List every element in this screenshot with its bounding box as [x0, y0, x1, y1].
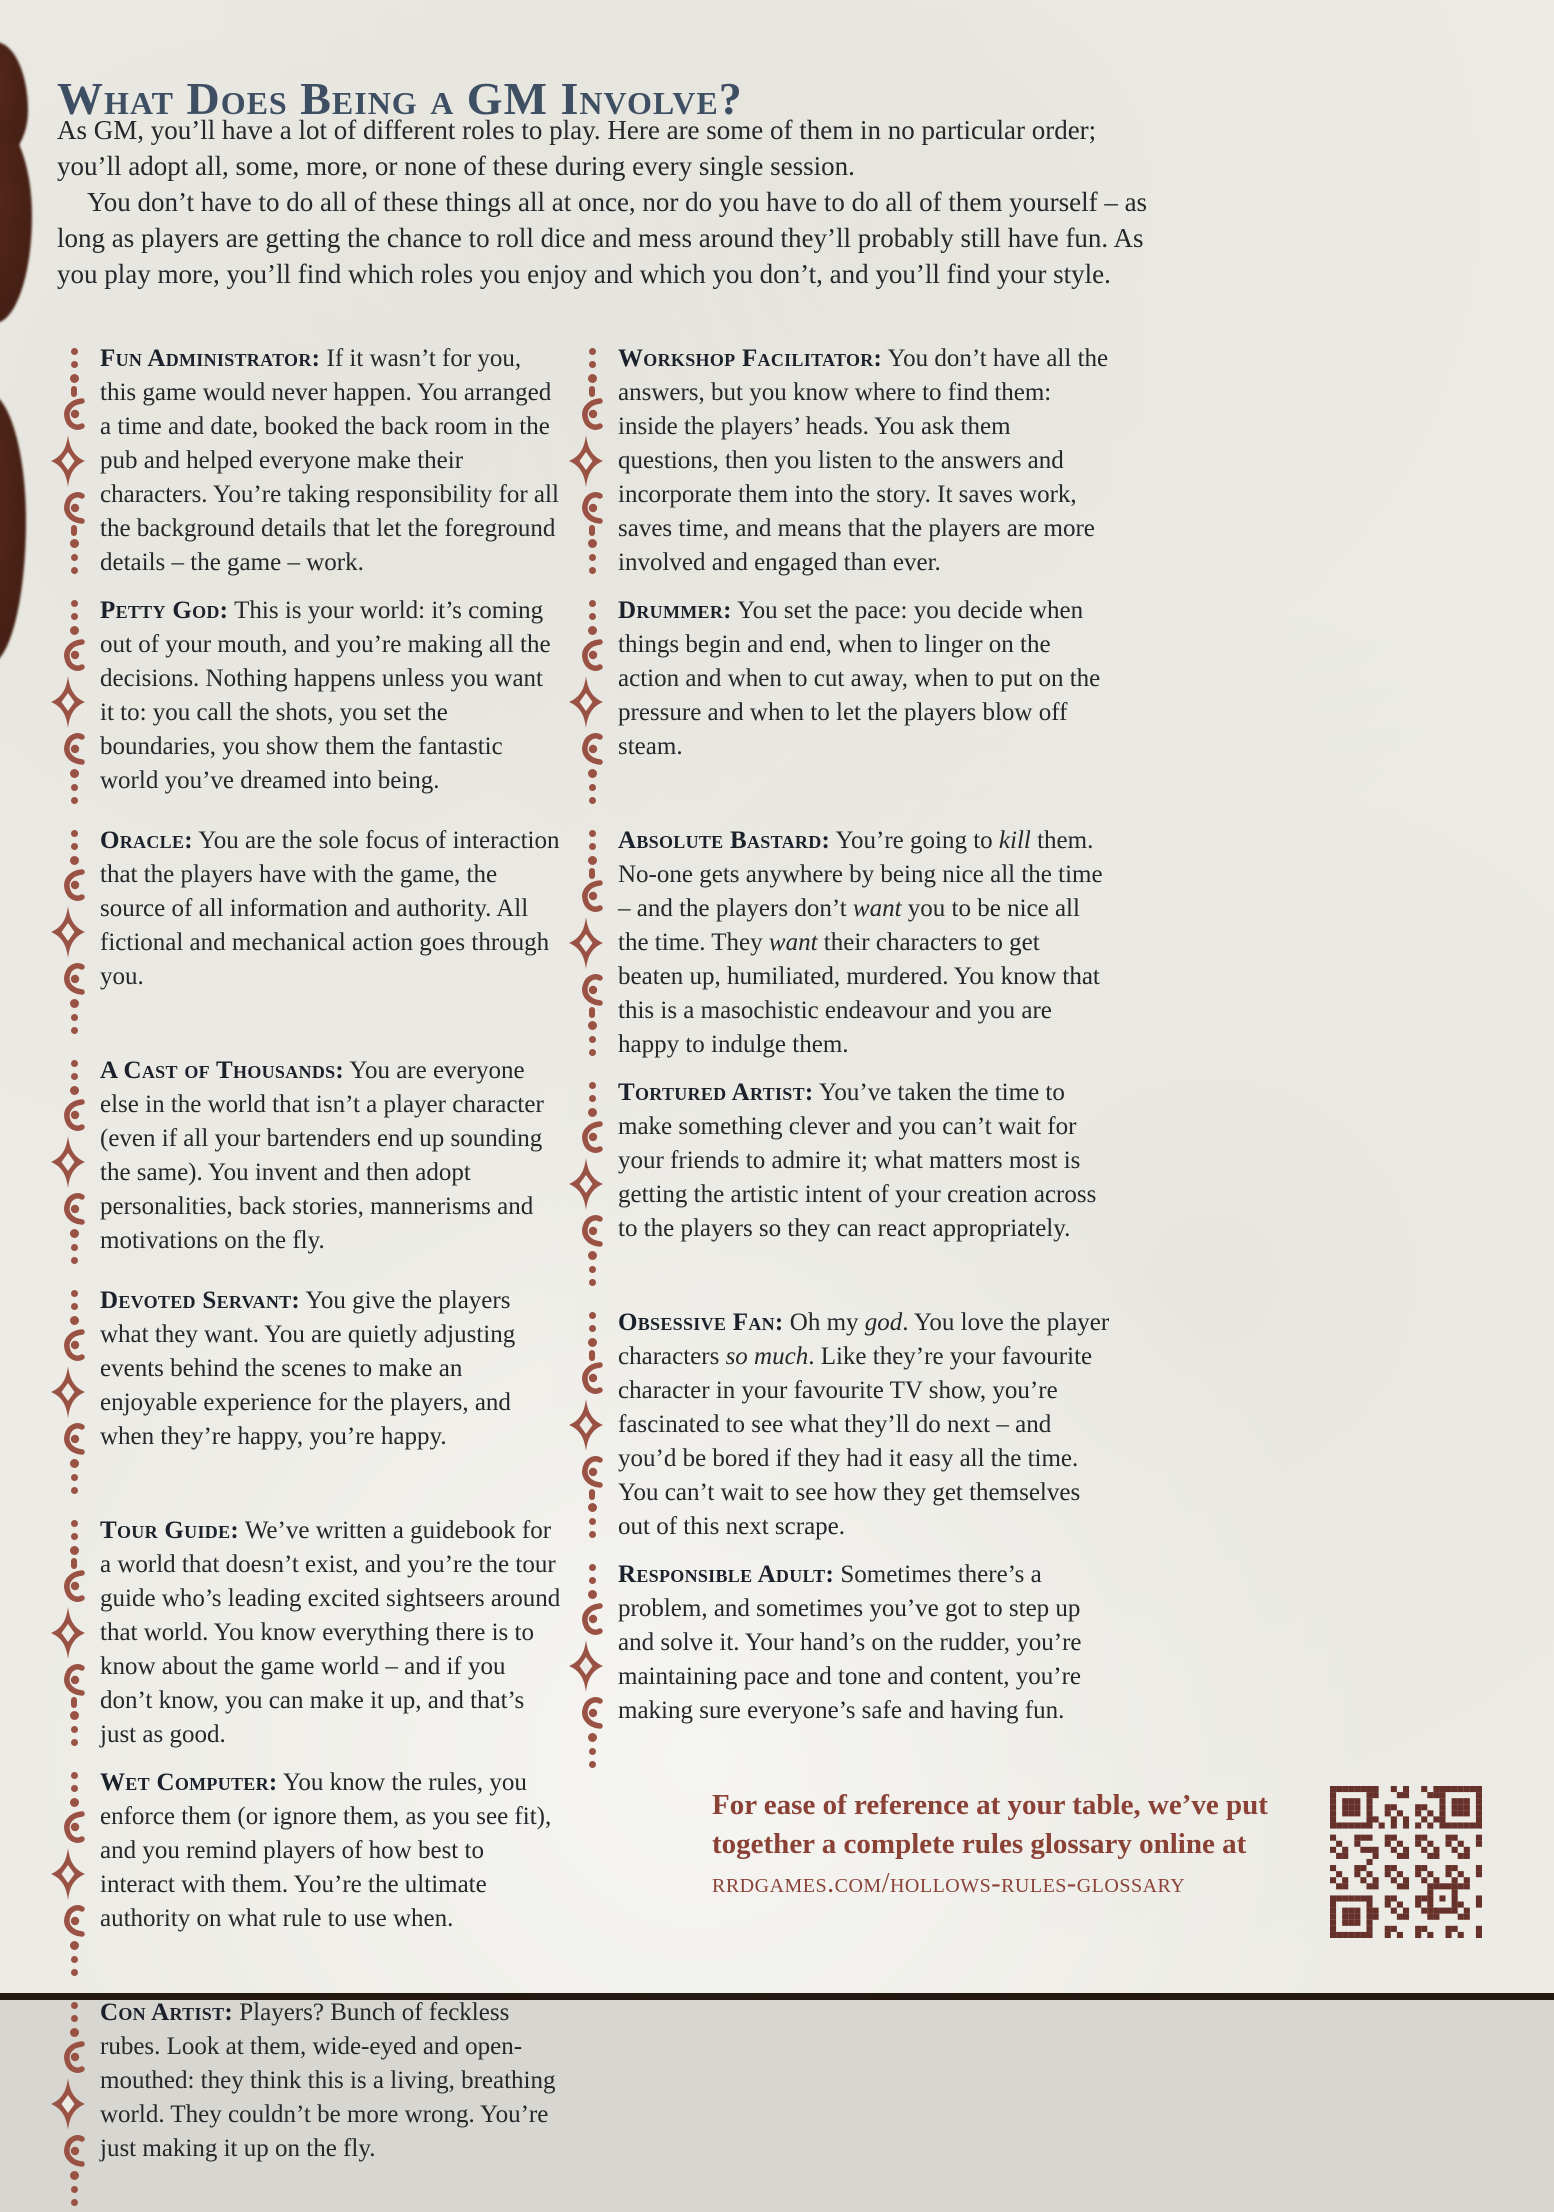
role-text	[100, 1996, 562, 2212]
role-text	[100, 342, 562, 580]
role-text	[618, 594, 1110, 810]
role-text	[618, 824, 1110, 1062]
role-heading: Wet Computer:	[100, 1769, 278, 1796]
role-heading: Petty God:	[100, 597, 229, 624]
role-text	[618, 1306, 1110, 1544]
role-text	[618, 1076, 1110, 1292]
role-body: This is your world: it’s coming out of your mouth, and you’re making all the decisions. Nothing happens unless you want it to: you call the shots, you set the boundaries, you show them the fantastic world you’ve dreamed into being.	[100, 597, 551, 794]
role-text	[100, 1766, 562, 1982]
section-ornament	[575, 342, 609, 580]
flourish-icon	[51, 868, 91, 996]
flourish-icon	[569, 638, 609, 766]
section-ornament	[57, 1054, 91, 1270]
page-edge-stain	[0, 118, 32, 323]
flourish-icon	[51, 397, 91, 525]
role-text	[100, 824, 562, 1040]
flourish-icon	[51, 638, 91, 766]
section-ornament	[57, 1766, 91, 1982]
role-heading: Tortured Artist:	[618, 1079, 814, 1106]
role-heading: Con Artist:	[100, 1999, 233, 2026]
flourish-icon	[569, 1361, 609, 1489]
page-title: What Does Being a GM Involve?	[57, 72, 743, 124]
role-body: We’ve written a guidebook for a world that doesn’t exist, and you’re the tour guide who’s leading excited sightseers around that world. You know everything there is to know about the game world – and if you don’t know, you can make it up, and that’s just as good.	[100, 1517, 561, 1748]
flourish-icon	[51, 2040, 91, 2168]
footer-url: rrdgames.com/hollows-rules-glossary	[712, 1868, 1186, 1899]
role-entry	[57, 342, 562, 580]
role-entry	[575, 342, 1110, 580]
role-body: You’ve taken the time to make something clever and you can’t wait for your friends to admire it; what matters most is getting the artistic intent of your creation across to the players so they can react appropriately.	[618, 1079, 1097, 1242]
flourish-icon	[51, 1328, 91, 1456]
page-edge-stain	[0, 392, 26, 664]
role-heading: Drummer:	[618, 597, 732, 624]
role-text	[618, 342, 1110, 580]
role-heading: Absolute Bastard:	[618, 827, 831, 854]
flourish-icon	[51, 1569, 91, 1697]
role-entry	[57, 1284, 562, 1500]
role-body: If it wasn’t for you, this game would never happen. You arranged a time and date, booked the back room in the pub and helped everyone make their characters. You’re taking responsibility for all the background details that let the foreground details – the game – work.	[100, 345, 559, 576]
role-body: You’re going to kill them. No-one gets anywhere by being nice all the time – and the players don’t want you to be nice all the time. They want their characters to get beaten up, humiliated, murdered. You know that this is a masochistic endeavour and you are happy to indulge them.	[618, 827, 1103, 1058]
intro-paragraph: You don’t have to do all of these things all at once, nor do you have to do all of them yourself – as long as players are getting the chance to roll dice and mess around they’ll probably still have fun. As you play more, you’ll find which roles you enjoy and which you don’t, and you’ll find your style.	[57, 187, 1148, 289]
role-body: You are everyone else in the world that isn’t a player character (even if all your bartenders end up sounding the same). You invent and then adopt personalities, back stories, mannerisms and motivations on the fly.	[100, 1057, 544, 1254]
role-body: You are the sole focus of interaction that the players have with the game, the source of all information and authority. All fictional and mechanical action goes through you.	[100, 827, 560, 990]
footer-reference	[712, 1786, 1502, 1938]
role-heading: Tour Guide:	[100, 1517, 240, 1544]
section-ornament	[575, 1558, 609, 1774]
section-ornament	[575, 824, 609, 1062]
qr-code	[1330, 1786, 1482, 1938]
role-column-right	[575, 342, 1110, 1774]
role-text	[618, 1558, 1110, 1774]
role-heading: Obsessive Fan:	[618, 1309, 784, 1336]
section-ornament	[575, 594, 609, 810]
flourish-icon	[51, 1098, 91, 1226]
footer-note-text: For ease of reference at your table, we’ve put together a complete rules glossary online at	[712, 1789, 1268, 1860]
role-entry	[57, 1514, 562, 1752]
role-text	[100, 1284, 562, 1500]
role-body: You don’t have all the answers, but you know where to find them: inside the players’ heads. You ask them questions, then you listen to the answers and incorporate them into the story. It saves work, saves time, and means that the players are more involved and engaged than ever.	[618, 345, 1109, 576]
footer-note	[712, 1786, 1304, 1903]
section-ornament	[575, 1076, 609, 1292]
role-entry	[57, 1054, 562, 1270]
role-body: Players? Bunch of feckless rubes. Look at them, wide-eyed and open-mouthed: they think this is a living, breathing world. They couldn’t be more wrong. You’re just making it up on the fly.	[100, 1999, 556, 2162]
role-heading: Workshop Facilitator:	[618, 345, 883, 372]
section-ornament	[57, 342, 91, 580]
role-entry	[57, 594, 562, 810]
intro-section	[57, 112, 1165, 292]
role-body: You set the pace: you decide when things begin and end, when to linger on the action and when to cut away, when to put on the pressure and when to let the players blow off steam.	[618, 597, 1101, 760]
role-entry	[575, 824, 1110, 1062]
role-entry	[575, 1306, 1110, 1544]
role-text	[100, 1514, 562, 1752]
flourish-icon	[51, 1810, 91, 1938]
flourish-icon	[569, 1120, 609, 1248]
section-ornament	[57, 594, 91, 810]
role-body: You give the players what they want. You are quietly adjusting events behind the scenes to make an enjoyable experience for the players, and when they’re happy, you’re happy.	[100, 1287, 516, 1450]
flourish-icon	[569, 397, 609, 525]
role-entry	[57, 824, 562, 1040]
role-heading: Responsible Adult:	[618, 1561, 835, 1588]
intro-paragraph: As GM, you’ll have a lot of different roles to play. Here are some of them in no particular order; you’ll adopt all, some, more, or none of these during every single session.	[57, 115, 1097, 181]
flourish-icon	[569, 1602, 609, 1730]
role-text	[100, 1054, 562, 1270]
role-entry	[575, 594, 1110, 810]
section-ornament	[57, 1514, 91, 1752]
section-ornament	[57, 1996, 91, 2212]
role-text	[100, 594, 562, 810]
role-entry	[57, 1996, 562, 2212]
role-entry	[57, 1766, 562, 1982]
role-entry	[575, 1076, 1110, 1292]
flourish-icon	[569, 879, 609, 1007]
role-heading: Oracle:	[100, 827, 193, 854]
role-heading: A Cast of Thousands:	[100, 1057, 345, 1084]
role-body: Sometimes there’s a problem, and sometimes you’ve got to step up and solve it. Your hand’s on the rudder, you’re maintaining pace and tone and content, you’re making sure everyone’s safe and having fun.	[618, 1561, 1082, 1724]
section-ornament	[57, 824, 91, 1040]
role-column-left	[57, 342, 562, 2212]
role-heading: Fun Administrator:	[100, 345, 321, 372]
role-body: You know the rules, you enforce them (or ignore them, as you see fit), and you remind players of how best to interact with them. You’re the ultimate authority on what rule to use when.	[100, 1769, 552, 1932]
role-body: Oh my god. You love the player characters so much. Like they’re your favourite character in your favourite TV show, you’re fascinated to see what they’ll do next – and you’d be bored if they had it easy all the time. You can’t wait to see how they get themselves out of this next scrape.	[618, 1309, 1110, 1540]
section-ornament	[575, 1306, 609, 1544]
role-heading: Devoted Servant:	[100, 1287, 301, 1314]
section-ornament	[57, 1284, 91, 1500]
role-entry	[575, 1558, 1110, 1774]
